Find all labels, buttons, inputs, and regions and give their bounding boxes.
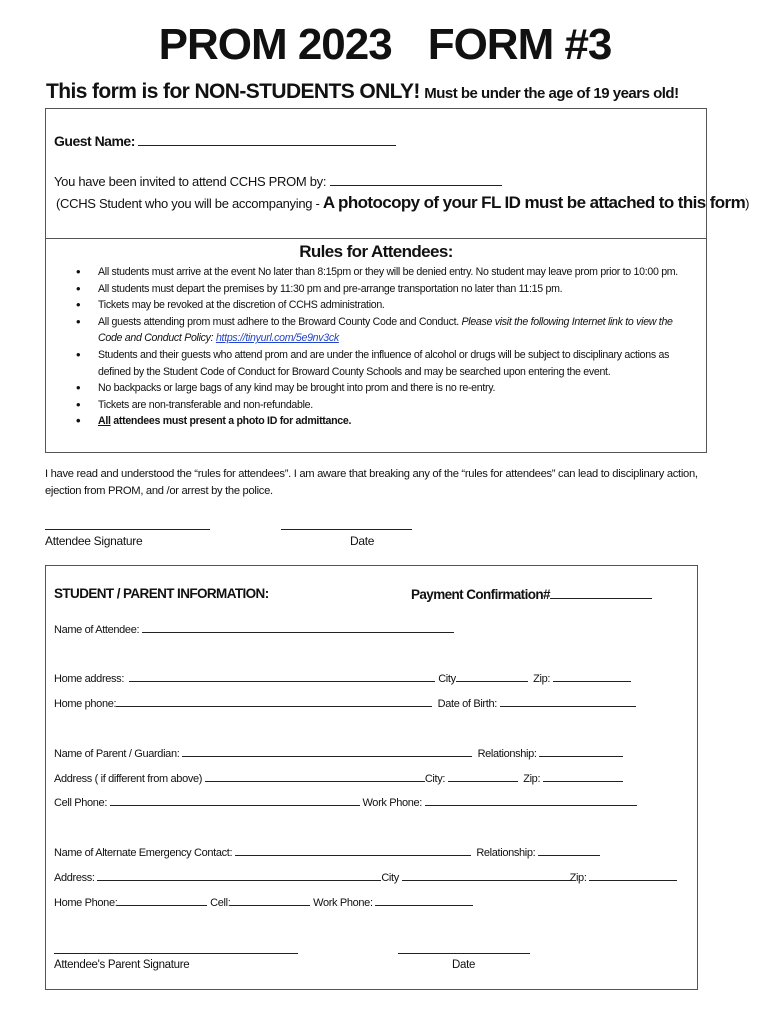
student-parent-header: STUDENT / PARENT INFORMATION:	[54, 586, 269, 601]
student-parent-info-box	[45, 565, 698, 990]
alt-contact-label: Name of Alternate Emergency Contact:	[54, 847, 233, 859]
invited-by-field[interactable]	[330, 173, 502, 186]
parent-date-line[interactable]	[398, 953, 530, 954]
invited-by-label: You have been invited to attend CCHS PROM by:	[54, 174, 327, 189]
subtitle	[46, 80, 679, 104]
rule-item: • Students and their guests who attend prom and are under the influence of alcohol or drugs will be subject to disciplinary actions as defined by the Student Code of Conduct for Broward County Schools and may be searched upon entering the event.	[74, 347, 699, 380]
city-label: City	[438, 673, 456, 685]
work-phone-field[interactable]	[425, 795, 637, 806]
accompany-row	[56, 193, 749, 213]
alt-city-label: City	[381, 872, 399, 884]
subtitle-age-note: Must be under the age of 19 years old!	[424, 85, 679, 102]
payment-confirmation	[411, 586, 652, 602]
cell-phone-field[interactable]	[110, 795, 360, 806]
alt-zip-label: Zip:	[569, 872, 587, 884]
address-diff-row	[54, 771, 623, 785]
rule-italic-text: Please visit the following Internet link to view the Code and Conduct Policy:	[98, 315, 673, 345]
accompany-close: )	[745, 196, 750, 211]
dob-field[interactable]	[500, 696, 636, 707]
rule-item: • Tickets are non-transferable and non-refundable.	[74, 397, 699, 414]
zip-field-2[interactable]	[543, 771, 623, 782]
payment-confirmation-field[interactable]	[550, 586, 652, 599]
alt-address-label: Address:	[54, 872, 95, 884]
address-diff-field[interactable]	[205, 771, 425, 782]
relationship-label-2: Relationship:	[476, 847, 536, 859]
alt-work-phone-label: Work Phone:	[313, 897, 373, 909]
cell-phone-label: Cell Phone:	[54, 797, 108, 809]
section-divider	[46, 238, 706, 239]
guest-name-field[interactable]	[138, 133, 396, 146]
attendee-name-row	[54, 622, 454, 636]
attendee-date-label: Date	[350, 534, 375, 548]
alt-home-phone-label: Home Phone:	[54, 897, 118, 909]
attendee-date-line[interactable]	[281, 529, 412, 530]
alt-address-field[interactable]	[97, 870, 381, 881]
rule-item	[74, 314, 699, 347]
cell-work-row	[54, 795, 637, 809]
dob-label: Date of Birth:	[437, 698, 497, 710]
home-address-row	[54, 671, 631, 685]
address-diff-label: Address ( if different from above)	[54, 773, 203, 785]
city-field[interactable]	[456, 671, 528, 682]
rule-text: All guests attending prom must adhere to the Broward County Code and Conduct.	[98, 315, 459, 328]
home-phone-field[interactable]	[116, 696, 432, 707]
home-phone-row	[54, 696, 636, 710]
parent-signature-label: Attendee's Parent Signature	[54, 959, 190, 971]
rule-item: • No backpacks or large bags of any kind may be brought into prom and there is no re-entry.	[74, 380, 699, 397]
relationship-field-2[interactable]	[538, 845, 600, 856]
rules-list	[74, 264, 699, 430]
alt-zip-field[interactable]	[589, 870, 677, 881]
subtitle-main: This form is for NON-STUDENTS ONLY!	[46, 80, 420, 103]
rule-item	[74, 413, 699, 430]
title-prom: PROM 2023	[158, 20, 392, 69]
invited-by-row	[54, 173, 502, 189]
alt-city-field[interactable]	[402, 870, 570, 881]
accompany-note: (CCHS Student who you will be accompanying -	[56, 196, 320, 211]
home-address-field[interactable]	[129, 671, 435, 682]
parent-date-label: Date	[452, 959, 476, 971]
home-address-label: Home address:	[54, 673, 125, 685]
guest-name-label: Guest Name:	[54, 133, 135, 149]
alt-cell-field[interactable]	[230, 895, 310, 906]
alt-phones-row	[54, 895, 473, 909]
work-phone-label: Work Phone:	[362, 797, 423, 809]
guest-info-box	[45, 108, 750, 453]
photocopy-requirement: A photocopy of your FL ID must be attached to this form	[322, 193, 746, 212]
payment-confirmation-label: Payment Confirmation#	[411, 587, 550, 602]
zip-label-2: Zip:	[523, 773, 541, 785]
city-field-2[interactable]	[448, 771, 518, 782]
acknowledgement-text: I have read and understood the “rules for attendees”. I am aware that breaking any of the “rules for attendees” can lead to disciplinary action, ejection from PROM, and /or arrest by the police.	[45, 468, 698, 497]
rules-title: Rules for Attendees:	[299, 242, 453, 261]
alt-contact-row	[54, 845, 600, 859]
attendee-name-label: Name of Attendee:	[54, 624, 140, 636]
alt-contact-field[interactable]	[235, 845, 471, 856]
rule-item: • Tickets may be revoked at the discretion of CCHS administration.	[74, 297, 699, 314]
attendee-signature-label: Attendee Signature	[45, 534, 143, 548]
rule-all-underlined: All	[98, 415, 111, 428]
page-title	[0, 20, 770, 70]
guest-name-row	[54, 133, 396, 149]
zip-label: Zip:	[533, 673, 551, 685]
code-of-conduct-link[interactable]: https://tinyurl.com/5e9nv3ck	[215, 332, 339, 345]
relationship-field[interactable]	[539, 746, 623, 757]
rule-item: • All students must depart the premises by 11:30 pm and pre-arrange transportation no later than 11:15 pm.	[74, 281, 699, 298]
zip-field[interactable]	[553, 671, 631, 682]
relationship-label: Relationship:	[477, 748, 537, 760]
alt-home-phone-field[interactable]	[117, 895, 207, 906]
alt-cell-label: Cell:	[210, 897, 231, 909]
parent-name-label: Name of Parent / Guardian:	[54, 748, 180, 760]
city-label-2: City:	[424, 773, 446, 785]
rule-photo-id: attendees must present a photo ID for admittance.	[113, 415, 352, 428]
alt-work-phone-field[interactable]	[375, 895, 473, 906]
parent-signature-line[interactable]	[54, 953, 298, 954]
parent-name-field[interactable]	[182, 746, 472, 757]
home-phone-label: Home phone:	[54, 698, 117, 710]
attendee-name-field[interactable]	[142, 622, 454, 633]
parent-name-row	[54, 746, 623, 760]
rule-item: • All students must arrive at the event No later than 8:15pm or they will be denied entry. No student may leave prom prior to 10:00 pm.	[74, 264, 699, 281]
attendee-signature-line[interactable]	[45, 529, 210, 530]
title-form-number: FORM #3	[427, 20, 612, 69]
alt-address-row	[54, 870, 677, 884]
